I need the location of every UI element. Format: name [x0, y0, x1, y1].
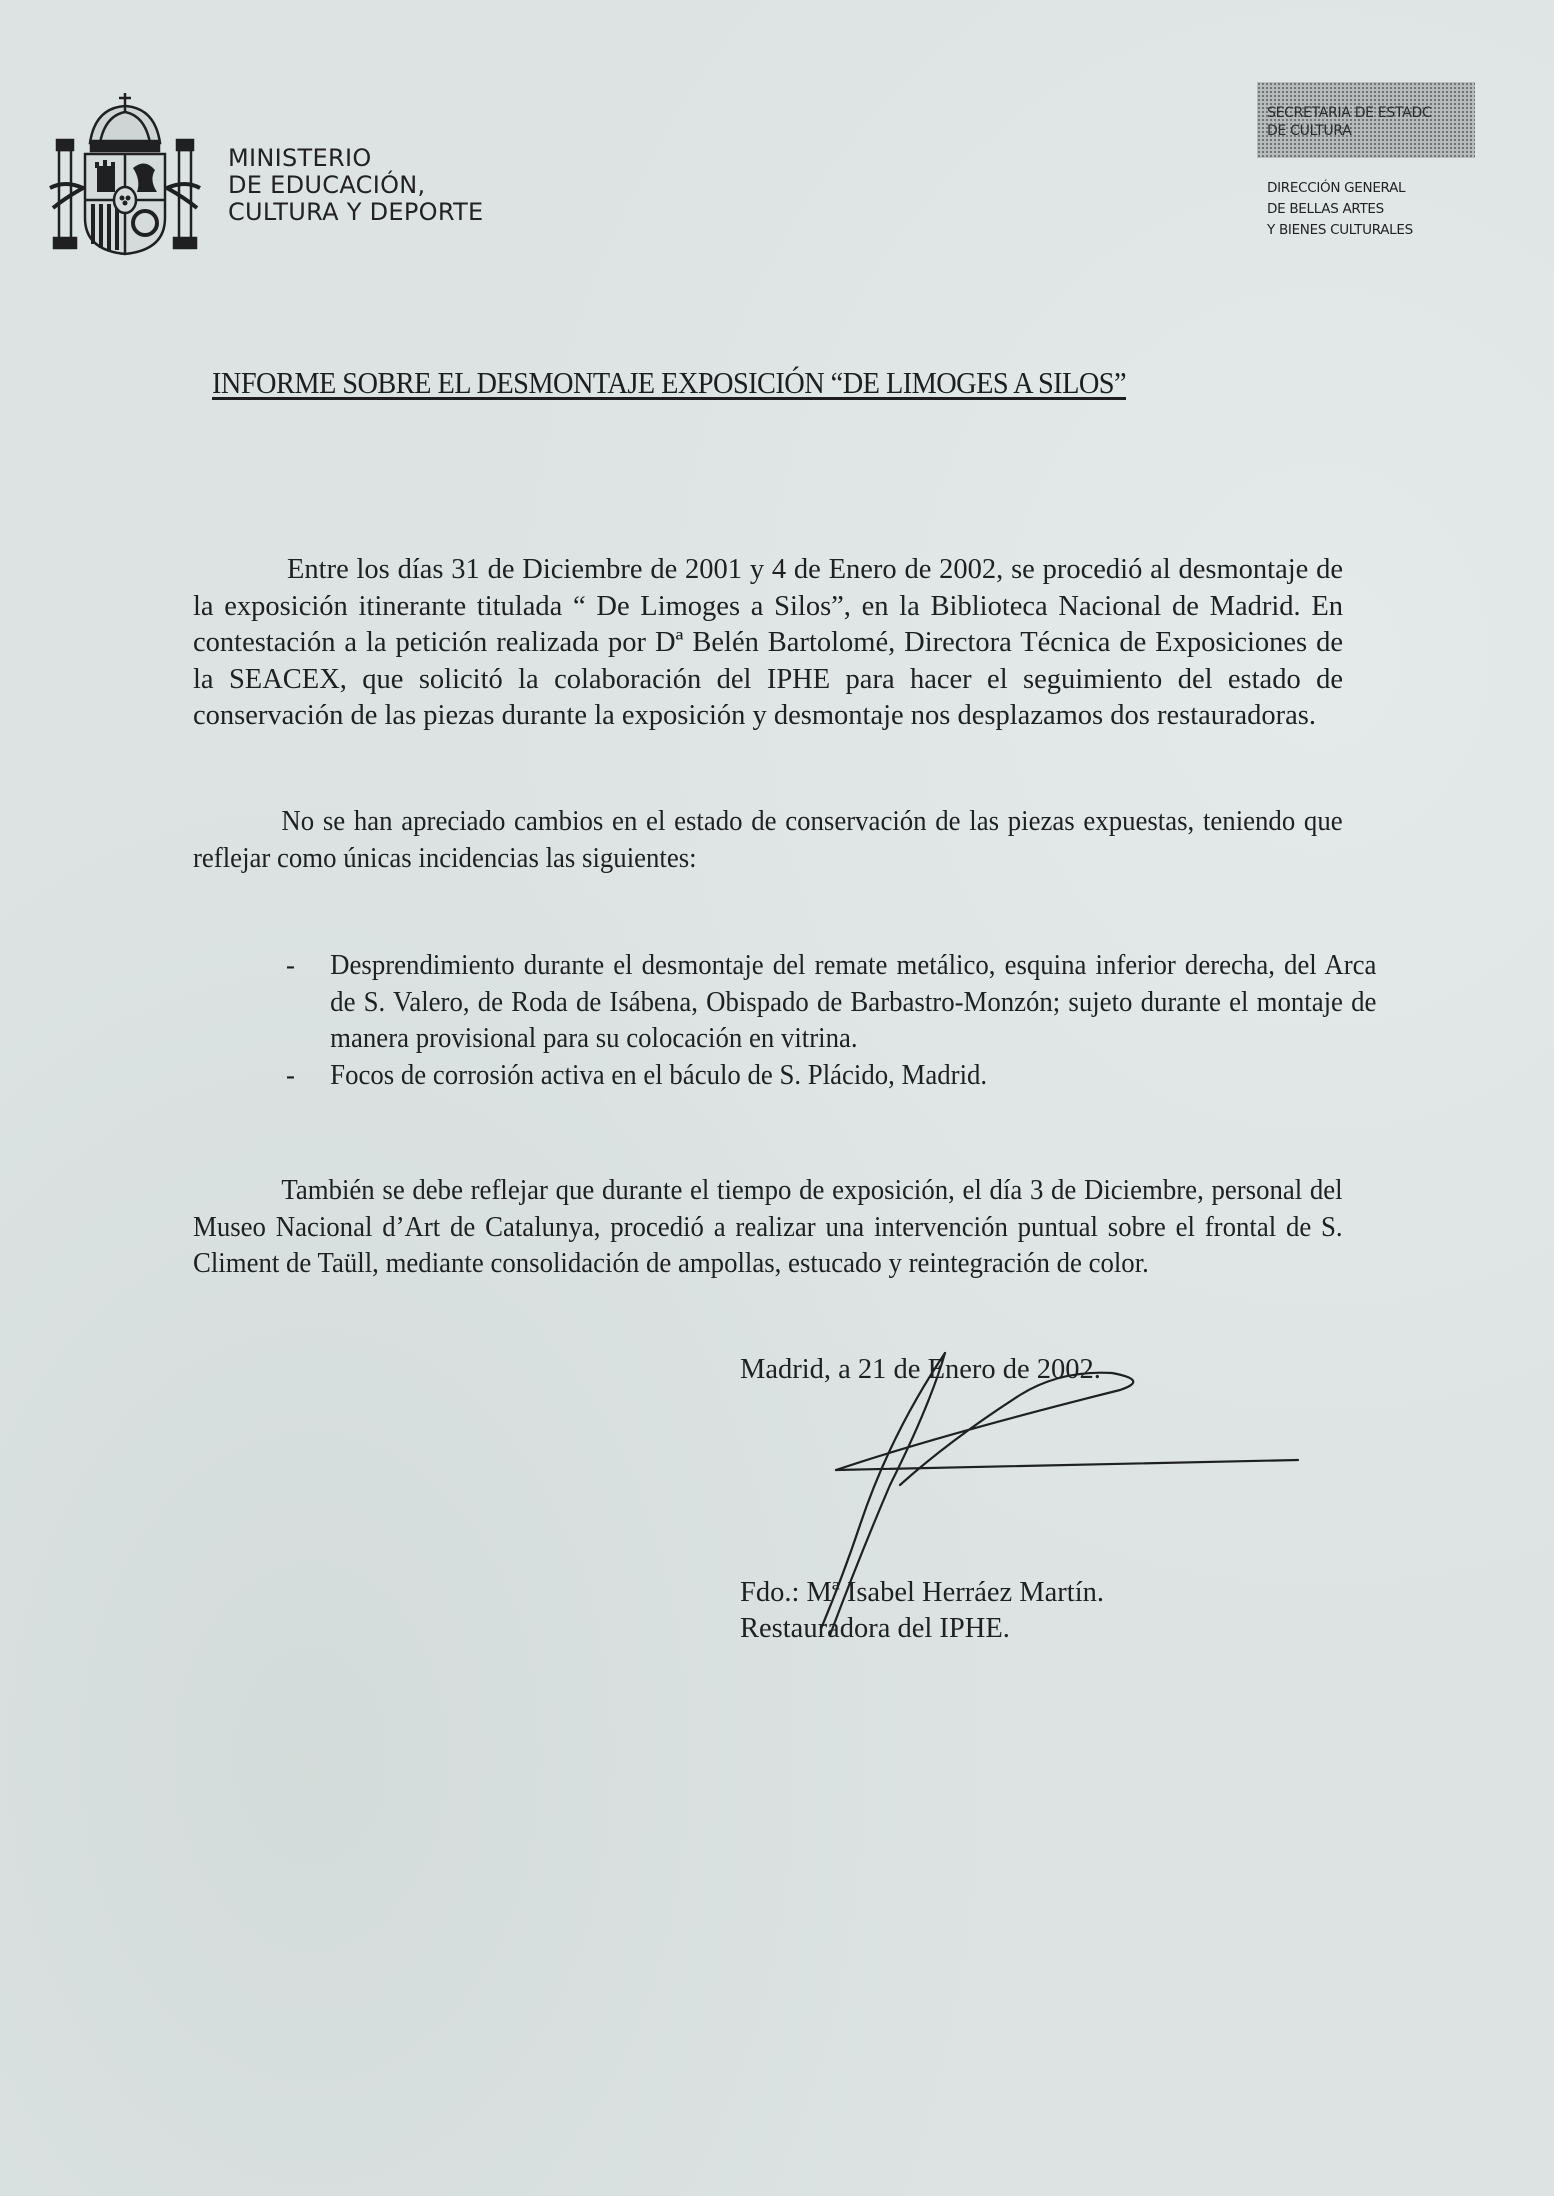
- secretaria-line: DE CULTURA: [1267, 123, 1352, 139]
- direccion-line: DIRECCIÓN GENERAL: [1267, 180, 1406, 196]
- incidents-list: [286, 948, 1376, 1094]
- ministry-name: [228, 145, 484, 226]
- list-bullet: -: [286, 950, 295, 981]
- list-bullet: -: [286, 1059, 295, 1091]
- direccion-general: [1267, 178, 1413, 241]
- ministry-line: CULTURA Y DEPORTE: [228, 198, 484, 226]
- direccion-line: DE BELLAS ARTES: [1267, 201, 1384, 217]
- incident-text: Focos de corrosión activa en el báculo de S. Plácido, Madrid.: [330, 1059, 988, 1091]
- secretaria-line: SECRETARIA DE ESTADC: [1267, 105, 1432, 121]
- signer-name: Fdo.: Mª Isabel Herráez Martín.: [740, 1577, 1105, 1608]
- secretaria-box: [1257, 82, 1475, 158]
- paragraph-additional: También se debe reflejar que durante el tiempo de exposición, el día 3 de Diciembre, personal del Museo Nacional d’Art de Catalunya, procedió a realizar una intervención puntual sobre el frontal de S. Climent de Taüll, mediante consolidación de ampollas, estucado y reintegración de color.: [193, 1175, 1343, 1279]
- signature-block: [740, 1575, 1104, 1647]
- list-item: [286, 1058, 1376, 1095]
- paragraph-observations: No se han apreciado cambios en el estado de conservación de las piezas expuestas, teniendo que reflejar como únicas incidencias las siguientes:: [193, 806, 1343, 874]
- ministry-line: MINISTERIO: [228, 144, 372, 172]
- direccion-line: Y BIENES CULTURALES: [1267, 222, 1413, 238]
- document-title: INFORME SOBRE EL DESMONTAJE EXPOSICIÓN “DE LIMOGES A SILOS”: [212, 366, 1127, 400]
- coat-of-arms-icon: [45, 88, 205, 258]
- list-item: [286, 948, 1376, 1058]
- paragraph-intro: Entre los días 31 de Diciembre de 2001 y 4 de Enero de 2002, se procedió al desmontaje de la exposición itinerante titulada “ De Limoges a Silos”, en la Biblioteca Nacional de Madrid. En contestación a la petición realizada por Dª Belén Bartolomé, Directora Técnica de Exposiciones de la SEACEX, que solicitó la colaboración del IPHE para hacer el seguimiento del estado de conservación de las piezas durante la exposición y desmontaje nos desplazamos dos restauradoras.: [193, 554, 1343, 731]
- signer-role: Restauradora del IPHE.: [740, 1613, 1010, 1644]
- incident-text: Desprendimiento durante el desmontaje del remate metálico, esquina inferior derecha, del Arca de S. Valero, de Roda de Isábena, Obispado de Barbastro-Monzón; sujeto durante el montaje de manera provisional para su colocación en vitrina.: [330, 950, 1377, 1054]
- date-line: Madrid, a 21 de Enero de 2002.: [740, 1354, 1101, 1385]
- ministry-line: DE EDUCACIÓN,: [228, 171, 426, 199]
